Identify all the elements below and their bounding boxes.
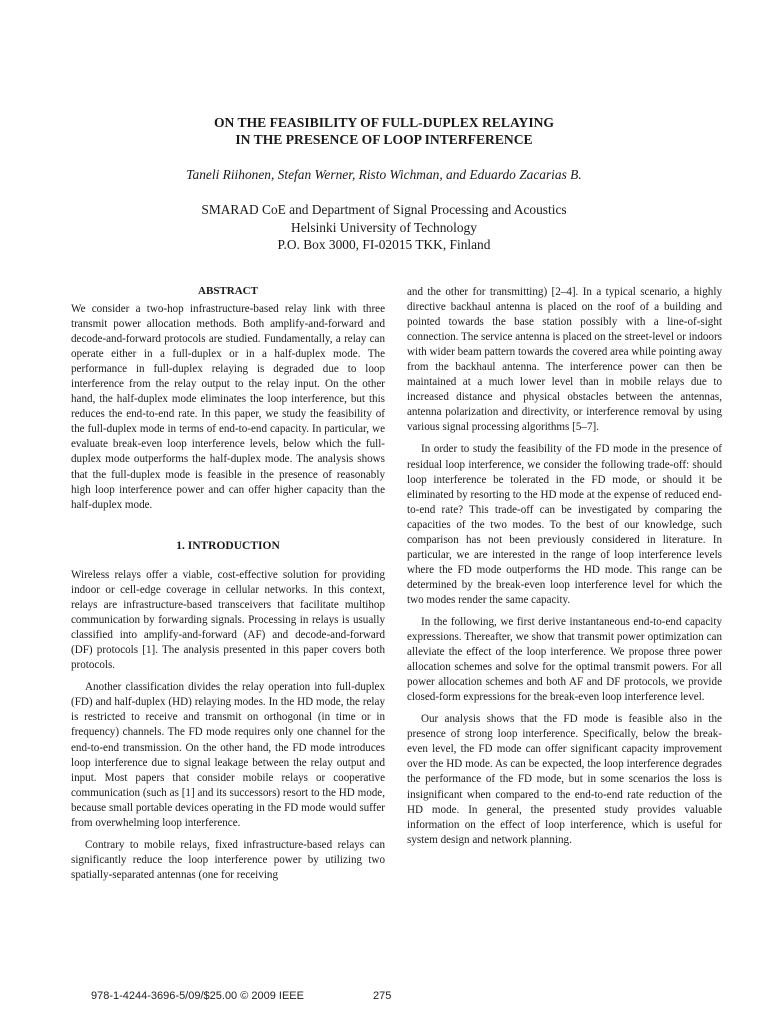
affiliation xyxy=(0,201,768,254)
abstract-body xyxy=(71,302,385,513)
intro-paragraph-5: In order to study the feasibility of the FD mode in the presence of residual loop interference, we consider the following trade-off: should loop interference be tolerated in the FD mode, or should it be eliminated by resorting to the HD mode at the expense of reduced end-to-end rate? This trade-off can be investigated by comparing the capacities of the two modes. To the best of our knowledge, such comparison has not been previously considered in literature. In particular, we are interested in the range of loop interference levels where the FD mode outperforms the HD mode. This range can be determined by the break-even loop interference level for which the two modes render the same capacity. xyxy=(407,443,722,606)
copyright-notice: 978-1-4244-3696-5/09/$25.00 © 2009 IEEE xyxy=(91,990,304,1002)
affiliation-line-3: P.O. Box 3000, FI-02015 TKK, Finland xyxy=(277,237,491,252)
title-line-2: IN THE PRESENCE OF LOOP INTERFERENCE xyxy=(235,132,533,147)
intro-paragraph-3: Contrary to mobile relays, fixed infrastructure-based relays can significantly reduce the loop interference power by utilizing two spatially-separated antennas (one for receiving xyxy=(71,838,385,881)
affiliation-line-1: SMARAD CoE and Department of Signal Processing and Acoustics xyxy=(201,202,567,217)
title-line-1: ON THE FEASIBILITY OF FULL-DUPLEX RELAYING xyxy=(213,115,555,130)
intro-paragraph-6: In the following, we first derive instantaneous end-to-end capacity expressions. Thereafter, we show that transmit power optimization can alleviate the effect of the loop interference. We propose three power allocation schemes and solve for the optimal transmit powers. For all power allocation schemes and both AF and DF protocols, we provide closed-form expressions for the break-even loop interference level. xyxy=(407,615,722,704)
author-list: Taneli Riihonen, Stefan Werner, Risto Wichman, and Eduardo Zacarias B. xyxy=(186,167,582,182)
paper-title xyxy=(0,114,768,148)
right-column-body xyxy=(407,285,722,848)
intro-paragraph-7: Our analysis shows that the FD mode is feasible also in the presence of strong loop interference. Specifically, below the break-even level, the FD mode can offer significant capacity improvement over the HD mode. As can be expected, the loop interference degrades the performance of the FD mode, but in some scenarios the loss is insignificant when compared to the end-to-end rate reduction of the HD mode. In general, the presented study provides valuable information on the effect of loop interference, which is useful for system design and network planning. xyxy=(407,713,722,846)
page-number: 275 xyxy=(373,990,392,1002)
introduction-body xyxy=(71,568,385,883)
section-heading-introduction: 1. INTRODUCTION xyxy=(176,540,280,552)
affiliation-line-2: Helsinki University of Technology xyxy=(291,219,477,235)
abstract-text: We consider a two-hop infrastructure-based relay link with three transmit power allocation methods. Both amplify-and-forward and decode-and-forward protocols are studied. Fundamentally, a relay can operate either in a full-duplex or in a half-duplex mode. The performance in full-duplex relaying is degraded due to loop interference from the relay output to the relay input. On the other hand, the half-duplex mode eliminates the loop interference, but this reduces the end-to-end rate. In this paper, we study the feasibility of the full-duplex mode in terms of end-to-end capacity. In particular, we evaluate break-even loop interference levels, below which the full-duplex mode outperforms the half-duplex mode. The analysis shows that the full-duplex mode is feasible in the presence of reasonably high loop interference power and can offer higher capacity than the half-duplex mode. xyxy=(71,303,385,511)
intro-paragraph-2: Another classification divides the relay operation into full-duplex (FD) and half-duplex (HD) relaying modes. In the HD mode, the relay is restricted to receive and transmit on orthogonal (in time or in frequency) channels. The FD mode requires only one channel for the end-to-end transmission. On the other hand, the FD mode introduces loop interference due to signal leakage between the relay output and input. Most papers that consider mobile relays or cooperative communication (such as [1] and its successors) resort to the HD mode, because small portable devices operating in the FD mode would suffer from overwhelming loop interference. xyxy=(71,681,385,829)
abstract-heading: ABSTRACT xyxy=(198,285,258,297)
intro-paragraph-1: Wireless relays offer a viable, cost-effective solution for providing indoor or cell-edge coverage in cellular networks. In this context, relays are infrastructure-based transceivers that facilitate multihop communication by forwarding signals. Processing in relays is usually classified into amplify-and-forward (AF) and decode-and-forward (DF) protocols [1]. The analysis presented in this paper covers both protocols. xyxy=(71,569,385,672)
intro-paragraph-4: and the other for transmitting) [2–4]. In a typical scenario, a highly directive backhaul antenna is placed on the roof of a building and pointed towards the base station possibly with a line-of-sight connection. The service antenna is placed on the street-level or indoors with wider beam pattern towards the covered area while pointing away from the backhaul antenna. The interference power can then be maintained at a much lower level than in mobile relays due to increased distance and physical obstacles between the antennas, antenna polarization and directivity, or interference removal by using various signal processing algorithms [5–7]. xyxy=(407,286,722,434)
